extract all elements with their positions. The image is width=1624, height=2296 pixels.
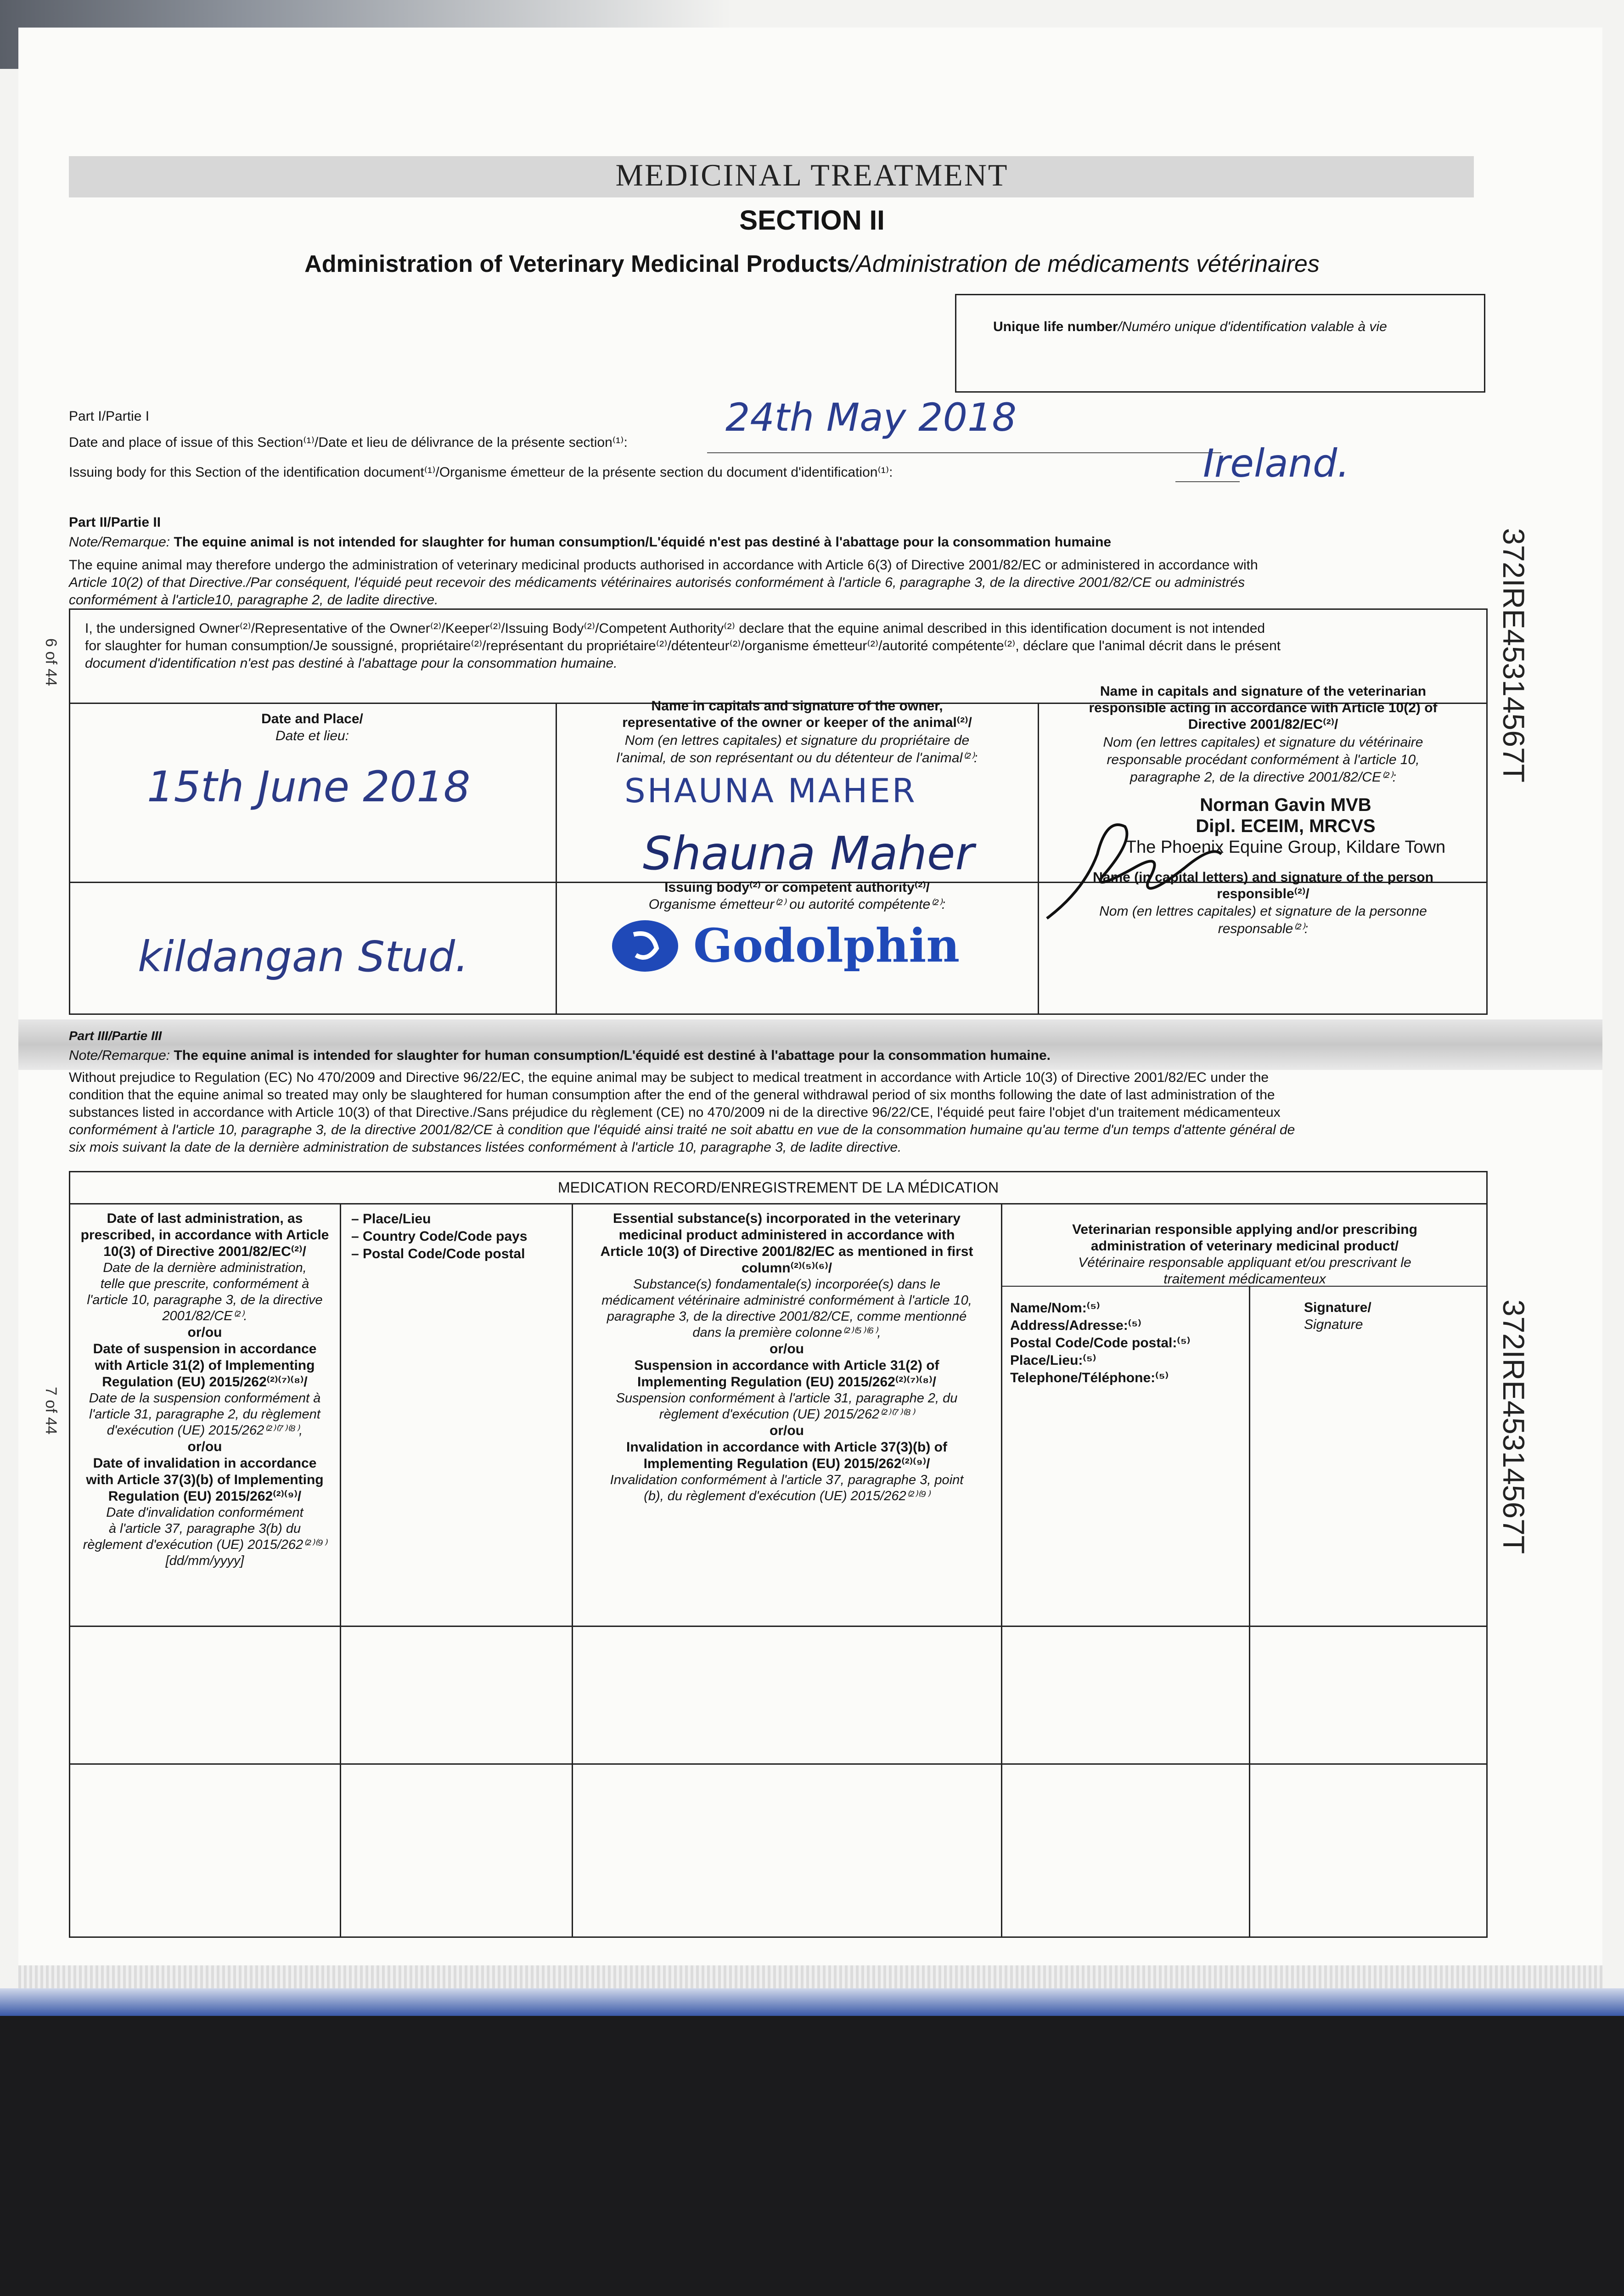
part3-body: Without prejudice to Regulation (EC) No 470/2009 and Directive 96/22/EC, the equine animal may be subject to medical treatment in accordance with Article 10(3) of Directive 2001/82/EC under the condition that the equine animal so treated may only be slaughtered for human consumption after the end of the general withdrawal period of six months following the date of last administration of the substances listed in accordance with Article 10(3) of that Directive./Sans préjudice du règlement (CE) no 470/2009 ni de la directive 96/22/CE, l'équidé peut faire l'objet d'un traitement médicamenteux conformément à l'article 10, paragraphe 3, de la directive 2001/82/CE à condition que l'équidé ainsi traité ne soit abattu en vue de la consommation humaine qu'au terme d'un temps d'attente général de six mois suivant la date de la dernière administration de substances listées conformément à l'article 10, paragraphe 3, de ladite directive.: [69, 1070, 1295, 1155]
part2-body-line: conformément à l'article10, paragraphe 2, de ladite directive.: [69, 592, 438, 608]
col1-place: kildangan Stud.: [138, 932, 469, 981]
col1-head: Date and Place/: [261, 711, 363, 726]
col3-head-fr: Nom (en lettres capitales) et signature du vétérinaire responsable procédant conformément à l'article 10, paragraphe 2, de la directive 2001/82/CE⁽²⁾:: [1103, 735, 1423, 785]
col2-issuing-head-fr: Organisme émetteur⁽²⁾ ou autorité compétente⁽²⁾:: [648, 897, 946, 912]
col2-owner-name: SHAUNA MAHER: [624, 771, 917, 810]
record-col2-head: – Place/Lieu – Country Code/Code pays – Postal Code/Code postal: [351, 1211, 528, 1261]
part2-body-line: Article 10(2) of that Directive./Par conséquent, l'équidé peut recevoir des médicaments vétérinaires autorisés conformément à l'article 6, paragraphe 3, de la directive 2001/82/CE ou administrés: [69, 575, 1245, 590]
date-underline: [707, 452, 1221, 453]
part2-title: Part II/Partie II: [69, 515, 161, 530]
record-col4-head: Veterinarian responsible applying and/or prescribing administration of veterinary medicinal product/ Vétérinaire responsable appliquant et/ou prescrivant le traitement médicamenteux: [1072, 1222, 1417, 1287]
vet-stamp-line: The Phoenix Equine Group, Kildare Town: [1125, 838, 1446, 857]
part2-body-line: The equine animal may therefore undergo the administration of veterinary medicinal products authorised in accordance with Article 6(3) of Directive 2001/82/EC or administered in accordance with: [69, 557, 1258, 573]
part3-note: Note/Remarque: The equine animal is intended for slaughter for human consumption/L'équidé est destiné à l'abattage pour la consommation humaine.: [69, 1048, 1051, 1063]
record-header-line: [69, 1203, 1488, 1204]
part2-note: Note/Remarque: The equine animal is not intended for slaughter for human consumption/L'équidé n'est pas destiné à l'abattage pour la consommation humaine: [69, 535, 1112, 550]
part1-title: Part I/Partie I: [69, 409, 150, 424]
part1-date-label: Date and place of issue of this Section⁽¹⁾/Date et lieu de délivrance de la présente section⁽¹⁾:: [69, 435, 628, 450]
subtitle-en: Administration of Veterinary Medicinal Products: [304, 251, 850, 277]
scan-dark-area: [0, 2016, 1624, 2296]
vet-stamp-line: Norman Gavin MVB: [1200, 795, 1371, 815]
record-col-divider: [1001, 1203, 1002, 1938]
col2-issuing-head: Issuing body⁽²⁾ or competent authority⁽²⁾/: [664, 880, 930, 895]
part1-issuing-value: Ireland.: [1203, 441, 1350, 486]
section-title: SECTION II: [739, 205, 885, 236]
banner-title: MEDICINAL TREATMENT: [615, 158, 1009, 192]
ueln-box: [955, 294, 1485, 393]
part1-date-value: 24th May 2018: [725, 395, 1017, 440]
col2-head: Name in capitals and signature of the owner, representative of the owner or keeper of the animal⁽²⁾/: [622, 698, 972, 730]
col3-head: Name in capitals and signature of the veterinarian responsible acting in accordance with Article 10(2) of Directive 2001/82/EC⁽²⁾/: [1089, 684, 1438, 732]
col3-person-head-fr: Nom (en lettres capitales) et signature de la personne responsable⁽²⁾:: [1099, 904, 1427, 936]
medication-record-title: MEDICATION RECORD/ENREGISTREMENT DE LA MÉDICATION: [557, 1179, 999, 1196]
part3-title: Part III/Partie III: [69, 1029, 162, 1043]
page-number-top: 6 of 44: [42, 638, 60, 686]
record-row-line: [69, 1626, 1488, 1627]
declaration-text: I, the undersigned Owner⁽²⁾/Representative of the Owner⁽²⁾/Keeper⁽²⁾/Issuing Body⁽²⁾/Competent Authority⁽²⁾ declare that the equine animal described in this identification document is not intended for slaughter for human consumption/Je soussigné, propriétaire⁽²⁾/représentant du propriétaire⁽²⁾/détenteur⁽²⁾/organisme émetteur⁽²⁾/autorité compétente⁽²⁾, déclare que l'animal décrit dans le présent document d'identification n'est pas destiné à l'abattage pour la consommation humaine.: [85, 621, 1281, 671]
record-col5-head: Signature/ Signature: [1304, 1300, 1371, 1332]
godolphin-emblem-icon: [606, 916, 689, 976]
col2-head-fr: Nom (en lettres capitales) et signature du propriétaire de l'animal, de son représentant ou du détenteur de l'animal⁽²⁾:: [616, 733, 978, 765]
godolphin-logo: [606, 916, 960, 978]
record-col4-fields: Name/Nom:⁽⁵⁾ Address/Adresse:⁽⁵⁾ Postal Code/Code postal:⁽⁵⁾ Place/Lieu:⁽⁵⁾ Telephone/Téléphone:⁽⁵⁾: [1010, 1300, 1191, 1385]
document-subtitle: [0, 250, 1624, 278]
part1-issuing-label: Issuing body for this Section of the identification document⁽¹⁾/Organisme émetteur de la présente section du document d'identification⁽¹⁾:: [69, 465, 893, 480]
record-col3-head: Essential substance(s) incorporated in the veterinary medicinal product administered in accordance with Article 10(3) of Directive 2001/82/EC as mentioned in first column⁽²⁾⁽⁵⁾⁽⁶⁾/ Substance(s) fondamentale(s) incorporée(s) dans le médicament vétérinaire administré conformément à l'article 10, paragraphe 3, de la directive 2001/82/CE, comme mentionné dans la première colonne⁽²⁾⁽⁵⁾⁽⁶⁾, or/ou Suspension in accordance with Article 31(2) of Implementing Regulation (EU) 2015/262⁽²⁾⁽⁷⁾⁽⁸⁾/ Suspension conformément à l'article 31, paragraphe 2, du règlement d'exécution (UE) 2015/262⁽²⁾⁽⁷⁾⁽⁸⁾ or/ou Invalidation in accordance with Article 37(3)(b) of Implementing Regulation (EU) 2015/262⁽²⁾⁽⁹⁾/ Invalidation conformément à l'article 37, paragraphe 3, point (b), du règlement d'exécution (UE) 2015/262⁽²⁾⁽⁹⁾: [600, 1211, 973, 1503]
page-number-bottom: 7 of 44: [42, 1387, 60, 1435]
record-row-line: [69, 1763, 1488, 1765]
vet-stamp-line: Dipl. ECEIM, MRCVS: [1196, 816, 1376, 836]
subtitle-fr: /Administration de médicaments vétérinaires: [849, 251, 1320, 277]
col3-person-head: Name (in capital letters) and signature of the person responsible⁽²⁾/: [1093, 870, 1433, 901]
record-col1-head: Date of last administration, as prescribed, in accordance with Article 10(3) of Directive 2001/82/EC⁽²⁾/ Date de la dernière administration, telle que prescrite, conformément à l'article 10, paragraphe 3, de la directive 2001/82/CE⁽²⁾. or/ou Date of suspension in accordance with Article 31(2) of Implementing Regulation (EU) 2015/262⁽²⁾⁽⁷⁾⁽⁸⁾/ Date de la suspension conformément à l'article 31, paragraphe 2, du règlement d'exécution (UE) 2015/262⁽²⁾⁽⁷⁾⁽⁸⁾, or/ou Date of invalidation in accordance with Article 37(3)(b) of Implementing Regulation (EU) 2015/262⁽²⁾⁽⁹⁾/ Date d'invalidation conformément à l'article 37, paragraphe 3(b) du règlement d'exécution (UE) 2015/262⁽²⁾⁽⁹⁾ [dd/mm/yyyy]: [80, 1211, 329, 1568]
godolphin-wordmark: Godolphin: [693, 918, 960, 973]
record-col-divider: [1249, 1286, 1250, 1938]
col1-date: 15th June 2018: [147, 762, 471, 811]
side-id-bottom: 372IRE4531456​7T: [1497, 1300, 1531, 1554]
col2-owner-signature: Shauna Maher: [643, 827, 974, 880]
side-id-top: 372IRE4531456​7T: [1497, 528, 1531, 783]
part2-body: [69, 557, 1492, 609]
col1-head-fr: Date et lieu:: [275, 728, 349, 743]
ueln-label: Unique life number/Numéro unique d'identification valable à vie: [993, 319, 1387, 334]
record-col-divider: [340, 1203, 341, 1938]
